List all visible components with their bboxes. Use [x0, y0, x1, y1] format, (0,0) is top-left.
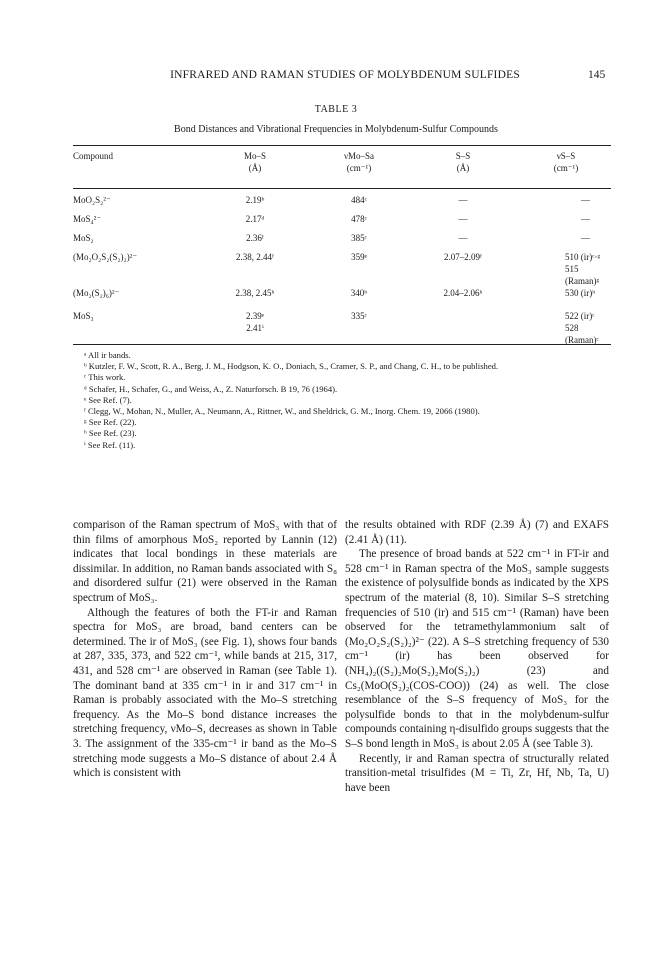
- cell-mo-s: 2.36ᶠ: [246, 233, 264, 243]
- footnote: ᵍ See Ref. (22).: [84, 417, 137, 428]
- footnote: ᵃ All ir bands.: [84, 350, 131, 360]
- data-table: [73, 150, 611, 346]
- cell-mo-s: 2.17ᵈ: [245, 214, 265, 224]
- cell-s-s: —: [458, 214, 468, 224]
- table-row: [73, 251, 611, 287]
- cell-v-s-s: 530 (ir)ʰ: [565, 288, 596, 298]
- cell-compound: (Mo₂(S₂)₆)²⁻: [73, 288, 120, 298]
- cell-s-s: —: [458, 233, 468, 243]
- column-header-unit: (cm⁻¹): [553, 163, 579, 173]
- cell-s-s: 2.07–2.09ᶠ: [444, 252, 482, 262]
- cell-v-s-s: [515, 251, 611, 287]
- table-row: [73, 232, 611, 251]
- cell-mo-s-exafs: 2.41ⁱ: [246, 323, 264, 333]
- column-header-text: νS–S: [556, 151, 576, 161]
- column-header: [203, 150, 307, 186]
- cell-v-mo-s: 478ᶜ: [351, 214, 367, 224]
- cell-mo-s: 2.19ᵇ: [245, 195, 265, 205]
- cell-s-s: [411, 310, 515, 346]
- table-footnotes: [73, 350, 611, 451]
- page-number: 145: [588, 69, 606, 81]
- footnote: ᶜ This work.: [84, 372, 126, 383]
- cell-compound: MoO₂S₂²⁻: [73, 195, 111, 205]
- cell-compound: MoS₂: [73, 233, 94, 243]
- paragraph: The presence of broad bands at 522 cm⁻¹ in FT-ir and 528 cm⁻¹ in Raman spectra of the MoS₃ sample suggests the existence of polysulfide bonds as indicated by the XPS spectrum of the material (8, 10). Similar S–S stretching frequencies of 510 (ir) and 515 cm⁻¹ (Raman) have been observed for the tetramethylammonium salt of (Mo₂O₂S₂(S₂)₂)²⁻ (22). A S–S stretching frequency of 530 cm⁻¹ (ir) has been observed for (NH₄)₂((S₂)₂Mo(S₂)₂Mo(S₂)₂) (23) and Cs₂(MoO(S₂)₂(COS-COO)) (24) as well. The close resemblance of the S–S frequency of MoS₃ for the polysulfide bonds to that in the molybdenum-sulfur compounds containing η-disulfido groups suggests that the S–S bond length in MoS₃ is about 2.05 Å (see Table 3).: [345, 548, 609, 750]
- cell-v-s-s-ir: 510 (ir)ᶜ·ᵍ: [565, 252, 601, 262]
- footnote: ʰ See Ref. (23).: [84, 428, 137, 439]
- cell-compound: MoS₃: [73, 311, 94, 321]
- paragraph: comparison of the Raman spectrum of MoS₃ with that of thin films of amorphous MoS₂ reported by Lannin (12) indicates that local bondings in these materials are dissimilar. In addition, no Raman bands associated with S₈ and disordered sulfur (21) were observed in the Raman spectrum of MoS₃.: [73, 519, 337, 604]
- footnote: ᵉ See Ref. (7).: [84, 394, 132, 405]
- cell-mo-s: 2.38, 2.44ᶠ: [236, 252, 274, 262]
- cell-compound: (Mo₂O₂S₂(S₂)₂)²⁻: [73, 252, 138, 262]
- table-row: [73, 287, 611, 310]
- column-header-text: S–S: [455, 151, 471, 161]
- cell-v-mo-s: 340ʰ: [350, 288, 368, 298]
- body-column-left: [73, 518, 337, 781]
- cell-v-s-s: —: [581, 214, 590, 224]
- cell-v-s-s-ir: 522 (ir)ᶜ: [565, 311, 595, 321]
- column-header: [515, 150, 611, 186]
- cell-v-mo-s: 385ᶜ: [351, 233, 367, 243]
- table-header-row: [73, 150, 611, 186]
- cell-mo-s: 2.38, 2.45ʰ: [235, 288, 275, 298]
- column-header-text: Compound: [73, 151, 114, 161]
- footnote: ⁱ See Ref. (11).: [84, 439, 136, 450]
- table-row: [73, 194, 611, 213]
- column-header: [411, 150, 515, 186]
- cell-v-s-s-raman: 528 (Raman)ᶜ: [565, 323, 599, 345]
- cell-v-mo-s: 359ᵉ: [351, 252, 367, 262]
- cell-v-s-s: —: [581, 195, 590, 205]
- table-caption: Bond Distances and Vibrational Frequencies in Molybdenum-Sulfur Compounds: [174, 124, 498, 135]
- paragraph: Although the features of both the FT-ir and Raman spectra for MoS₃ are broad, band centers can be determined. The ir of MoS₃ (see Fig. 1), shows four bands at 287, 335, 373, and 522 cm⁻¹, while bands at 215, 317, 431, and 528 cm⁻¹ are observed in Raman (see Table 1). The dominant band at 335 cm⁻¹ in ir and 317 cm⁻¹ in Raman is probably associated with the Mo–S stretching frequency. As the Mo–S bond distance increases the stretching frequency, νMo–S, decreases as shown in Table 3. The assignment of the 335-cm⁻¹ ir band as the Mo–S stretching mode suggests a Mo–S distance of about 2.4 Å which is consistent with: [73, 606, 337, 780]
- running-title: INFRARED AND RAMAN STUDIES OF MOLYBDENUM SULFIDES: [170, 69, 520, 81]
- table-row: [73, 310, 611, 346]
- table-row: [73, 213, 611, 232]
- cell-mo-s: [203, 310, 307, 346]
- cell-compound: MoS₄²⁻: [73, 214, 102, 224]
- body-column-right: [345, 518, 609, 795]
- table-top-rule: [73, 145, 611, 146]
- column-header-unit: (cm⁻¹): [346, 163, 372, 173]
- cell-mo-s-rdf: 2.39ᵉ: [245, 311, 265, 321]
- cell-v-s-s: [515, 310, 611, 346]
- cell-v-s-s: —: [581, 233, 590, 243]
- footnote: ᵇ Kutzler, F. W., Scott, R. A., Berg, J. M., Hodgson, K. O., Doniach, S., Cramer, S. P., and Chang, C. H., to be published.: [84, 361, 499, 372]
- cell-s-s: —: [458, 195, 468, 205]
- table-label: TABLE 3: [314, 104, 358, 115]
- cell-v-mo-s: 484ᶜ: [351, 195, 367, 205]
- column-header-unit: (Å): [456, 163, 470, 173]
- column-header-text: νMo–Sa: [343, 151, 375, 161]
- column-header-unit: (Å): [248, 163, 262, 173]
- cell-v-s-s-raman: 515 (Raman)ᵍ: [565, 264, 600, 286]
- column-header: [73, 150, 203, 186]
- footnote: ᵈ Schafer, H., Schafer, G., and Weiss, A., Z. Naturforsch. B 19, 76 (1964).: [84, 383, 338, 394]
- footnote: ᶠ Clegg, W., Mohan, N., Muller, A., Neumann, A., Rittner, W., and Sheldrick, G. M., Inorg. Chem. 19, 2066 (1980).: [84, 406, 480, 417]
- column-header-text: Mo–S: [243, 151, 266, 161]
- paragraph: Recently, ir and Raman spectra of structurally related transition-metal trisulfides (M = Ti, Zr, Hf, Nb, Ta, U) have been: [345, 752, 609, 794]
- column-header: [307, 150, 411, 186]
- cell-v-mo-s: 335ᶜ: [351, 311, 367, 321]
- paragraph: the results obtained with RDF (2.39 Å) (7) and EXAFS (2.41 Å) (11).: [345, 519, 609, 546]
- cell-s-s: 2.04–2.06ʰ: [443, 288, 483, 298]
